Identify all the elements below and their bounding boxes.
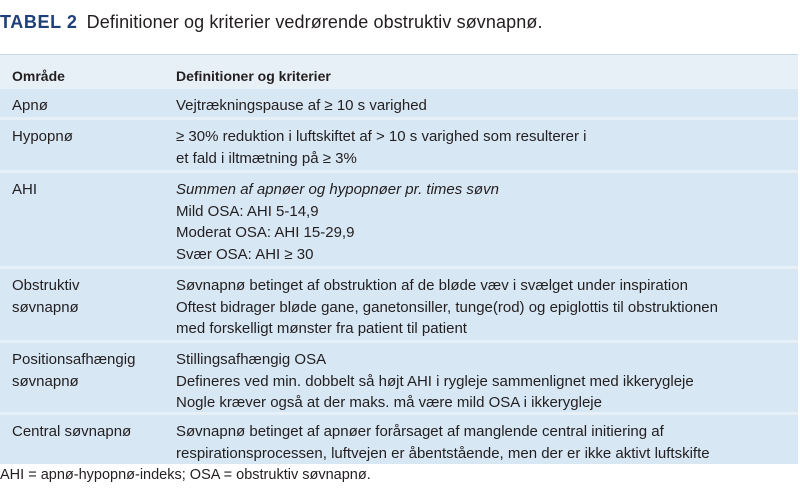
definition-line: et fald i iltmætning på ≥ 3%	[176, 149, 357, 167]
header-definitions: Definitioner og kriterier	[176, 68, 331, 84]
area-text: Hypopnø	[12, 128, 73, 145]
table-caption: Definitioner og kriterier vedrørende obstruktiv søvnapnø.	[86, 12, 543, 32]
definition-line: Summen af apnøer og hypopnøer pr. times søvn	[176, 181, 499, 198]
table-header-row	[0, 55, 798, 88]
area-text: Apnø	[12, 97, 48, 114]
definition-line: Mild OSA: AHI 5-14,9	[176, 202, 319, 220]
row-area	[12, 126, 162, 148]
table-number-label: TABEL 2	[0, 12, 78, 32]
definition-line: Svær OSA: AHI ≥ 30	[176, 245, 314, 263]
definition-line: Moderat OSA: AHI 15-29,9	[176, 224, 355, 241]
row-definitions	[176, 421, 788, 464]
area-text: Obstruktiv	[12, 277, 80, 294]
definition-line: Defineres ved min. dobbelt så højt AHI i rygleje sammenlignet med ikkerygleje	[176, 372, 694, 390]
definition-line: Vejtrækningspause af ≥ 10 s varighed	[176, 97, 427, 114]
row-definitions	[176, 126, 788, 169]
table-row	[0, 173, 798, 266]
definition-line: Søvnapnø betinget af obstruktion af de bløde væv i svælget under inspiration	[176, 277, 688, 294]
row-area	[12, 349, 162, 392]
row-definitions	[176, 349, 788, 414]
definition-line: Stillingsafhængig OSA	[176, 351, 327, 368]
definition-line: Søvnapnø betinget af apnøer forårsaget af manglende central initiering af	[176, 423, 664, 440]
area-text: Positionsafhængig	[12, 351, 136, 368]
row-area	[12, 95, 162, 117]
table-title	[0, 12, 543, 42]
definition-line: Oftest bidrager bløde gane, ganetonsiller, tunge(rod) og epiglottis til obstruktionen	[176, 298, 718, 316]
definitions-table	[0, 54, 798, 464]
table-row	[0, 269, 798, 340]
area-text: søvnapnø	[12, 298, 79, 316]
table-row	[0, 89, 798, 117]
area-text: Central søvnapnø	[12, 423, 132, 440]
header-area: Område	[12, 68, 65, 84]
definition-line: med forskelligt mønster fra patient til patient	[176, 320, 467, 337]
row-definitions	[176, 179, 788, 265]
definition-line: Nogle kræver også at der maks. må være mild OSA i ikkerygleje	[176, 394, 602, 411]
row-area	[12, 275, 162, 318]
row-definitions	[176, 95, 788, 117]
row-area	[12, 421, 162, 443]
area-text: AHI	[12, 181, 38, 198]
table-row	[0, 343, 798, 412]
definition-line: ≥ 30% reduktion i luftskiftet af > 10 s varighed som resulterer i	[176, 128, 587, 145]
area-text: søvnapnø	[12, 372, 79, 390]
table-footnote: AHI = apnø-hypopnø-indeks; OSA = obstruktiv søvnapnø.	[0, 467, 371, 483]
row-definitions	[176, 275, 788, 340]
table-row	[0, 415, 798, 464]
table-row	[0, 120, 798, 170]
definition-line: respirationsprocessen, luftvejen er åbentstående, men der er ikke aktivt luftskifte	[176, 444, 710, 462]
row-area	[12, 179, 162, 201]
